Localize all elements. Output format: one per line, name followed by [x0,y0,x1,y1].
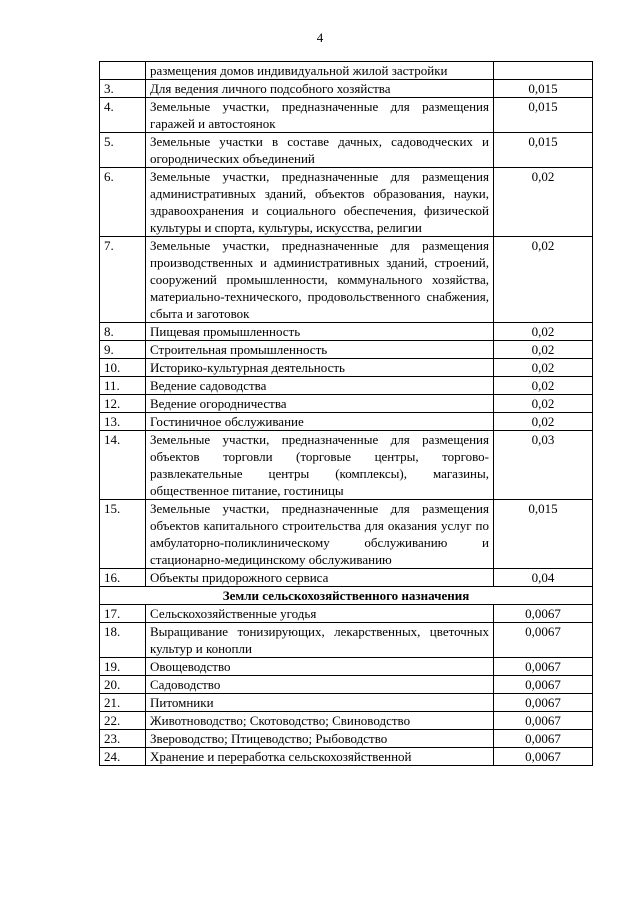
row-number: 13. [100,413,146,431]
table-row [100,395,593,413]
row-description: Земельные участки, предназначенные для размещения объектов торговли (торговые центры, торгово-развлекательные центры (комплексы), магазины, общественное питание, гостиницы [146,431,494,500]
row-number: 3. [100,80,146,98]
row-value: 0,0067 [494,712,593,730]
row-value: 0,015 [494,98,593,133]
row-description: размещения домов индивидуальной жилой застройки [146,62,494,80]
row-number: 9. [100,341,146,359]
row-number: 21. [100,694,146,712]
row-value: 0,0067 [494,658,593,676]
row-value: 0,015 [494,133,593,168]
section-heading: Земли сельскохозяйственного назначения [100,587,593,605]
table-row [100,569,593,587]
table-row [100,694,593,712]
row-description: Земельные участки, предназначенные для размещения гаражей и автостоянок [146,98,494,133]
page-number: 4 [316,30,324,45]
row-description: Пищевая промышленность [146,323,494,341]
section-heading-row [100,587,593,605]
row-description: Историко-культурная деятельность [146,359,494,377]
table-row [100,237,593,323]
row-description: Питомники [146,694,494,712]
table-row [100,676,593,694]
row-value: 0,04 [494,569,593,587]
row-value: 0,02 [494,395,593,413]
table-row [100,658,593,676]
row-number: 14. [100,431,146,500]
row-value: 0,02 [494,341,593,359]
row-number: 4. [100,98,146,133]
row-value: 0,0067 [494,730,593,748]
row-value: 0,02 [494,237,593,323]
row-description: Объекты придорожного сервиса [146,569,494,587]
row-number: 10. [100,359,146,377]
table-row [100,323,593,341]
row-description: Животноводство; Скотоводство; Свиноводство [146,712,494,730]
table-row [100,62,593,80]
table-row [100,413,593,431]
row-number: 19. [100,658,146,676]
row-value: 0,02 [494,413,593,431]
row-number: 23. [100,730,146,748]
table-row [100,377,593,395]
row-description: Земельные участки, предназначенные для размещения объектов капитального строительства для оказания услуг по амбулаторно-поликлиническому обслуживанию и стационарно-медицинскому обслуживанию [146,500,494,569]
table-row [100,359,593,377]
row-number: 24. [100,748,146,766]
table-row [100,80,593,98]
row-number: 22. [100,712,146,730]
row-description: Гостиничное обслуживание [146,413,494,431]
row-value: 0,0067 [494,605,593,623]
row-number: 5. [100,133,146,168]
row-number: 16. [100,569,146,587]
table-row [100,168,593,237]
row-value: 0,02 [494,359,593,377]
row-value: 0,0067 [494,694,593,712]
row-description: Для ведения личного подсобного хозяйства [146,80,494,98]
row-description: Выращивание тонизирующих, лекарственных, цветочных культур и конопли [146,623,494,658]
table-row [100,748,593,766]
row-value: 0,03 [494,431,593,500]
row-value: 0,02 [494,377,593,395]
row-number: 11. [100,377,146,395]
row-description: Земельные участки в составе дачных, садоводческих и огороднических объединений [146,133,494,168]
row-description: Сельскохозяйственные угодья [146,605,494,623]
row-number [100,62,146,80]
row-description: Звероводство; Птицеводство; Рыбоводство [146,730,494,748]
table-row [100,712,593,730]
rates-table [99,61,593,766]
table-row [100,133,593,168]
table-row [100,623,593,658]
row-value: 0,0067 [494,748,593,766]
row-number: 20. [100,676,146,694]
row-value: 0,0067 [494,623,593,658]
row-number: 8. [100,323,146,341]
row-value: 0,02 [494,323,593,341]
row-description: Ведение садоводства [146,377,494,395]
table-row [100,98,593,133]
row-value [494,62,593,80]
row-description: Овощеводство [146,658,494,676]
row-description: Земельные участки, предназначенные для размещения производственных и административных зданий, строений, сооружений промышленности, коммунального хозяйства, материально-технического, продовольственного снабжения, сбыта и заготовок [146,237,494,323]
row-value: 0,0067 [494,676,593,694]
row-description: Строительная промышленность [146,341,494,359]
row-number: 18. [100,623,146,658]
row-description: Ведение огородничества [146,395,494,413]
row-description: Хранение и переработка сельскохозяйственной [146,748,494,766]
table-row [100,730,593,748]
row-number: 15. [100,500,146,569]
row-description: Садоводство [146,676,494,694]
table-row [100,341,593,359]
row-number: 7. [100,237,146,323]
row-value: 0,015 [494,80,593,98]
row-number: 17. [100,605,146,623]
table-row [100,500,593,569]
row-value: 0,02 [494,168,593,237]
table-row [100,431,593,500]
row-description: Земельные участки, предназначенные для размещения административных зданий, объектов образования, науки, здравоохранения и социального обеспечения, физической культуры и спорта, культуры, искусства, религии [146,168,494,237]
row-number: 12. [100,395,146,413]
row-value: 0,015 [494,500,593,569]
table-row [100,605,593,623]
row-number: 6. [100,168,146,237]
